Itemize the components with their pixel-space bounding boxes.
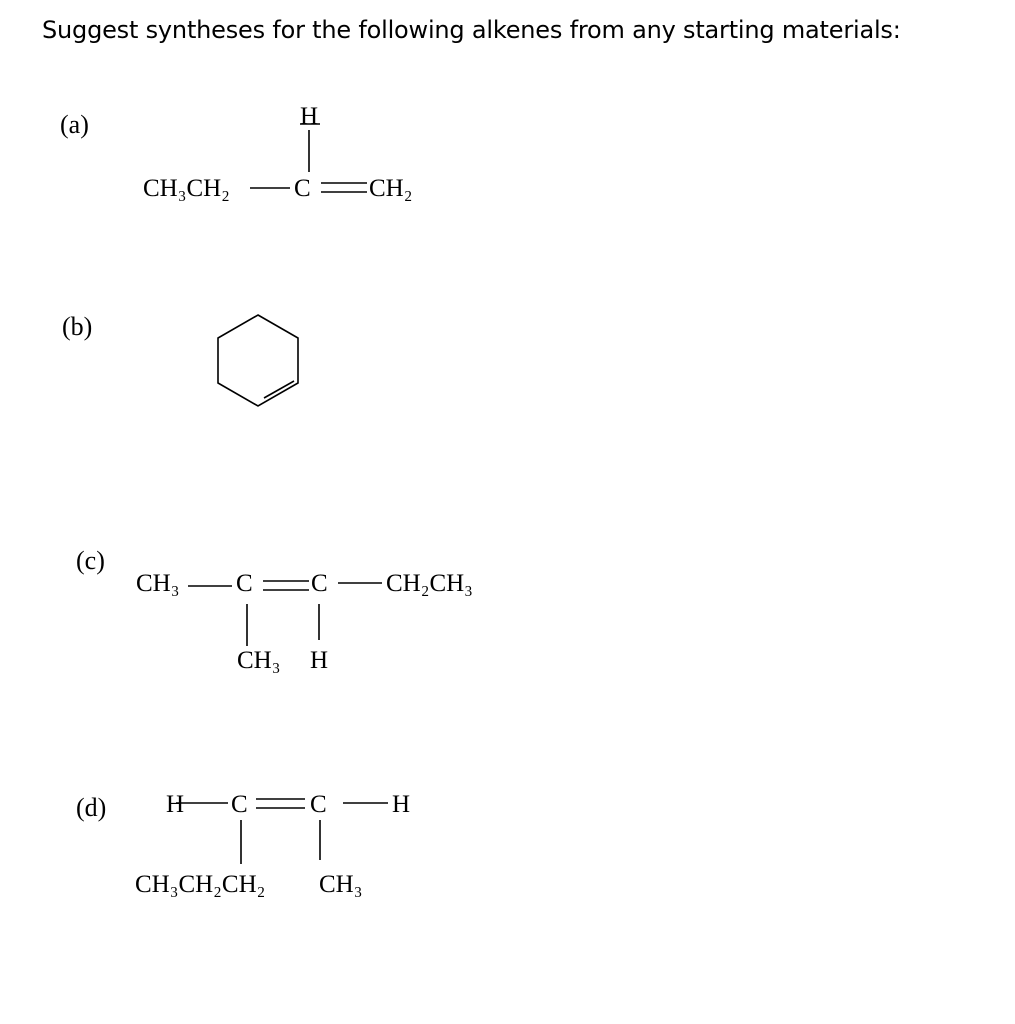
c-carbon1: C: [236, 570, 253, 597]
structure-b-cyclohexene: [218, 315, 298, 406]
c-sub2: H: [310, 647, 329, 674]
d-sub2: CH₃: [319, 871, 363, 898]
question-text: Suggest syntheses for the following alkenes from any starting materials:: [42, 16, 901, 44]
cyclohexene-double-bond: [264, 381, 294, 398]
c-left-group: CH₃: [136, 570, 180, 597]
part-b-label: (b): [62, 312, 93, 341]
d-carbon1: C: [231, 791, 248, 818]
a-right-group: CH₂: [369, 175, 413, 202]
a-top-h: H: [300, 103, 319, 130]
a-left-group: CH₃CH₂: [143, 175, 230, 202]
structure-d: [135, 791, 410, 898]
c-carbon2: C: [311, 570, 328, 597]
c-sub1: CH₃: [237, 647, 281, 674]
c-right-group: CH₂CH₃: [386, 570, 473, 597]
structure-c: [136, 570, 473, 674]
d-left-h: H: [166, 791, 185, 818]
a-carbon: C: [294, 175, 311, 202]
d-sub1: CH₃CH₂CH₂: [135, 871, 266, 898]
part-a-label: (a): [60, 110, 89, 139]
part-d-label: (d): [76, 793, 107, 822]
cyclohexene-ring: [218, 315, 298, 406]
structure-a: [143, 103, 412, 202]
part-c-label: (c): [76, 546, 105, 575]
d-right-h: H: [392, 791, 411, 818]
d-carbon2: C: [310, 791, 327, 818]
